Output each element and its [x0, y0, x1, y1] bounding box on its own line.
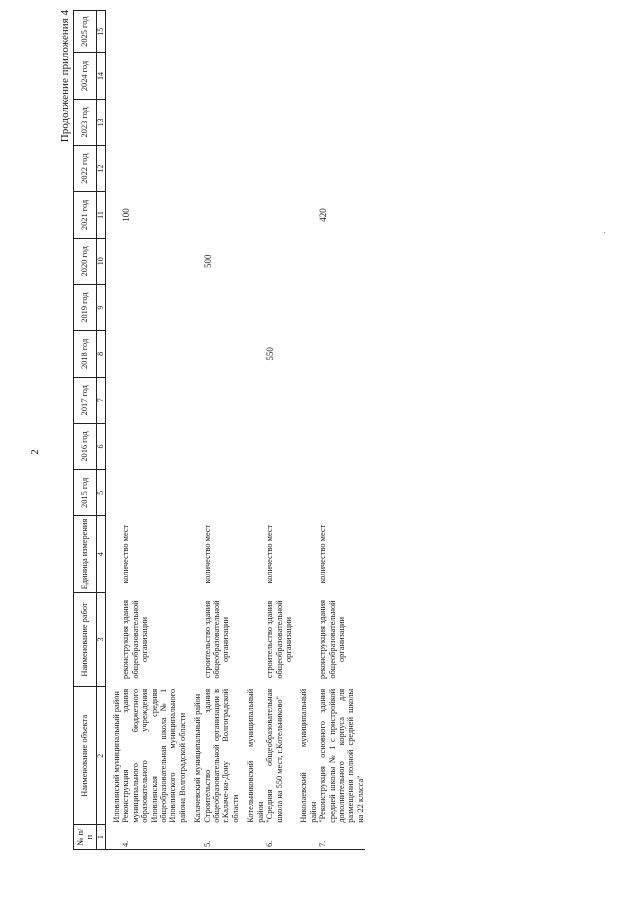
district-name: Николаевский муниципальный район — [299, 688, 318, 823]
unit-of-measure: количество мест — [265, 524, 275, 584]
year-value — [318, 53, 365, 99]
row-number-cell — [293, 825, 318, 850]
year-value — [121, 145, 187, 191]
column-header: Наименование работ — [74, 592, 97, 687]
row-number-cell — [106, 825, 122, 850]
year-value — [265, 11, 293, 53]
unit-of-measure: количество мест — [121, 524, 131, 584]
year-value — [265, 53, 293, 99]
year-value — [265, 423, 293, 469]
row-number-cell — [240, 825, 265, 850]
page-number: 2 — [29, 449, 41, 455]
year-value — [121, 284, 187, 330]
column-header: 2022 год — [74, 145, 97, 191]
district-row — [240, 11, 265, 850]
column-header: Единица измерения — [74, 516, 97, 592]
empty-cell — [106, 99, 122, 145]
empty-cell — [106, 516, 122, 592]
empty-cell — [293, 470, 318, 516]
empty-cell — [106, 423, 122, 469]
column-header: 2017 год — [74, 377, 97, 423]
district-row — [106, 11, 122, 850]
year-value — [203, 470, 241, 516]
unit-of-measure: количество мест — [318, 524, 328, 584]
empty-cell — [106, 284, 122, 330]
object-name: "Средняя общеобразовательная школа на 550 мест, г.Котельниково" — [265, 688, 284, 823]
year-value — [265, 192, 293, 238]
year-value — [203, 53, 241, 99]
year-value — [318, 99, 365, 145]
empty-cell — [106, 470, 122, 516]
empty-cell — [240, 516, 265, 592]
empty-cell — [187, 11, 202, 53]
year-value — [265, 470, 293, 516]
column-header: 2025 год — [74, 11, 97, 53]
year-value — [203, 331, 241, 377]
empty-cell — [187, 516, 202, 592]
column-number: 8 — [97, 331, 106, 377]
column-header: Наименование объекта — [74, 687, 97, 825]
column-header: № п/п — [74, 825, 97, 850]
district-name: Иловлинский муниципальный район — [112, 691, 121, 823]
year-value — [121, 377, 187, 423]
year-value: 550 — [265, 347, 276, 361]
row-number: 7. — [318, 825, 365, 850]
empty-cell — [106, 145, 122, 191]
empty-cell — [293, 516, 318, 592]
column-number: 14 — [97, 53, 106, 99]
year-value — [121, 331, 187, 377]
empty-cell — [293, 192, 318, 238]
year-value — [203, 377, 241, 423]
row-number: 4. — [121, 825, 187, 850]
column-header: 2015 год — [74, 470, 97, 516]
empty-cell — [240, 11, 265, 53]
empty-cell — [293, 53, 318, 99]
year-value — [203, 99, 241, 145]
district-name: Калачевский муниципальный район — [193, 693, 203, 823]
empty-cell — [240, 145, 265, 191]
column-number: 7 — [97, 377, 106, 423]
object-name: Строительство здания общеобразовательной организации в г.Калаче-на-Дону Волгоградской области — [202, 688, 240, 823]
empty-cell — [187, 238, 202, 284]
empty-cell — [293, 377, 318, 423]
row-number: 5. — [203, 825, 241, 850]
table-row — [203, 11, 241, 850]
year-value — [203, 423, 241, 469]
column-number: 3 — [97, 592, 106, 687]
work-type: строительство здания общеобразовательной организации — [202, 600, 231, 679]
row-number-cell — [187, 825, 202, 850]
column-header: 2024 год — [74, 53, 97, 99]
row-number: 6. — [265, 825, 293, 850]
empty-cell — [187, 53, 202, 99]
district-name: Котельниковский муниципальный район — [246, 688, 265, 823]
work-type: строительство здания общеобразовательной организации — [265, 600, 293, 679]
work-type: реконструкция здания общеобразовательной организации — [121, 600, 150, 679]
empty-cell — [187, 470, 202, 516]
column-number: 12 — [97, 145, 106, 191]
year-value — [203, 192, 241, 238]
year-value — [265, 284, 293, 330]
empty-cell — [187, 192, 202, 238]
continuation-title: Продолжение приложения 4 — [59, 10, 71, 143]
empty-cell — [240, 377, 265, 423]
empty-cell — [106, 331, 122, 377]
empty-cell — [240, 192, 265, 238]
empty-cell — [106, 11, 122, 53]
column-number: 5 — [97, 470, 106, 516]
year-value — [265, 99, 293, 145]
column-number: 11 — [97, 192, 106, 238]
year-value — [203, 145, 241, 191]
year-value — [318, 377, 365, 423]
empty-cell — [240, 53, 265, 99]
empty-cell — [293, 238, 318, 284]
empty-cell — [187, 99, 202, 145]
table-row — [121, 11, 187, 850]
year-value — [121, 99, 187, 145]
year-value — [265, 238, 293, 284]
empty-cell — [293, 145, 318, 191]
empty-cell — [187, 592, 202, 687]
empty-cell — [240, 423, 265, 469]
unit-of-measure: количество мест — [202, 524, 212, 584]
empty-cell — [187, 331, 202, 377]
column-header: 2018 год — [74, 331, 97, 377]
year-value: 420 — [318, 208, 329, 222]
column-number: 4 — [97, 516, 106, 592]
column-number: 9 — [97, 284, 106, 330]
year-value — [121, 53, 187, 99]
year-value — [203, 284, 241, 330]
table-row — [318, 11, 365, 850]
year-value — [318, 470, 365, 516]
year-value — [318, 145, 365, 191]
table-row — [265, 11, 293, 850]
column-number: 2 — [97, 687, 106, 825]
year-value — [318, 11, 365, 53]
year-value — [318, 331, 365, 377]
column-number: 10 — [97, 238, 106, 284]
year-value — [121, 470, 187, 516]
empty-cell — [106, 377, 122, 423]
empty-cell — [106, 238, 122, 284]
year-value — [318, 423, 365, 469]
year-value — [318, 284, 365, 330]
column-header: 2023 год — [74, 99, 97, 145]
year-value — [121, 423, 187, 469]
empty-cell — [187, 284, 202, 330]
empty-cell — [187, 145, 202, 191]
empty-cell — [106, 192, 122, 238]
column-number-row — [97, 11, 106, 850]
district-row — [187, 11, 202, 850]
empty-cell — [187, 423, 202, 469]
empty-cell — [240, 592, 265, 687]
empty-cell — [240, 284, 265, 330]
year-value — [121, 238, 187, 284]
year-value — [265, 145, 293, 191]
empty-cell — [240, 238, 265, 284]
empty-cell — [240, 470, 265, 516]
year-value: 100 — [121, 208, 132, 222]
empty-cell — [293, 11, 318, 53]
objects-table — [73, 10, 365, 850]
empty-cell — [106, 592, 122, 687]
district-row — [293, 11, 318, 850]
year-value — [318, 238, 365, 284]
column-number: 15 — [97, 11, 106, 53]
empty-cell — [240, 331, 265, 377]
empty-cell — [293, 284, 318, 330]
table-body — [106, 11, 366, 850]
stray-mark — [604, 232, 605, 233]
column-number: 13 — [97, 99, 106, 145]
year-value — [121, 11, 187, 53]
column-number: 6 — [97, 423, 106, 469]
column-header: 2021 год — [74, 192, 97, 238]
empty-cell — [293, 331, 318, 377]
column-number: 1 — [97, 825, 106, 850]
empty-cell — [240, 99, 265, 145]
empty-cell — [293, 423, 318, 469]
column-header: 2016 год — [74, 423, 97, 469]
column-header: 2019 год — [74, 284, 97, 330]
empty-cell — [293, 99, 318, 145]
object-name: Реконструкция здания муниципального бюджетного образовательного учреждения Иловлинская средняя общеобразовательная школа № 1 Иловлинского муниципального района Волгоградской области — [121, 688, 187, 823]
work-type: реконструкция здания общеобразовательной организации — [318, 600, 346, 679]
year-value — [265, 377, 293, 423]
empty-cell — [106, 53, 122, 99]
object-name: "Реконструкция основного здания средней школы № 1 с пристройкой дополнительного корпуса для размещения полной средней школы на 22 класса" — [318, 688, 365, 823]
year-value — [203, 11, 241, 53]
empty-cell — [187, 377, 202, 423]
rotated-page-content — [59, 10, 559, 850]
empty-cell — [293, 592, 318, 687]
table-header-row — [74, 11, 97, 850]
year-value: 500 — [202, 254, 213, 269]
column-header: 2020 год — [74, 238, 97, 284]
